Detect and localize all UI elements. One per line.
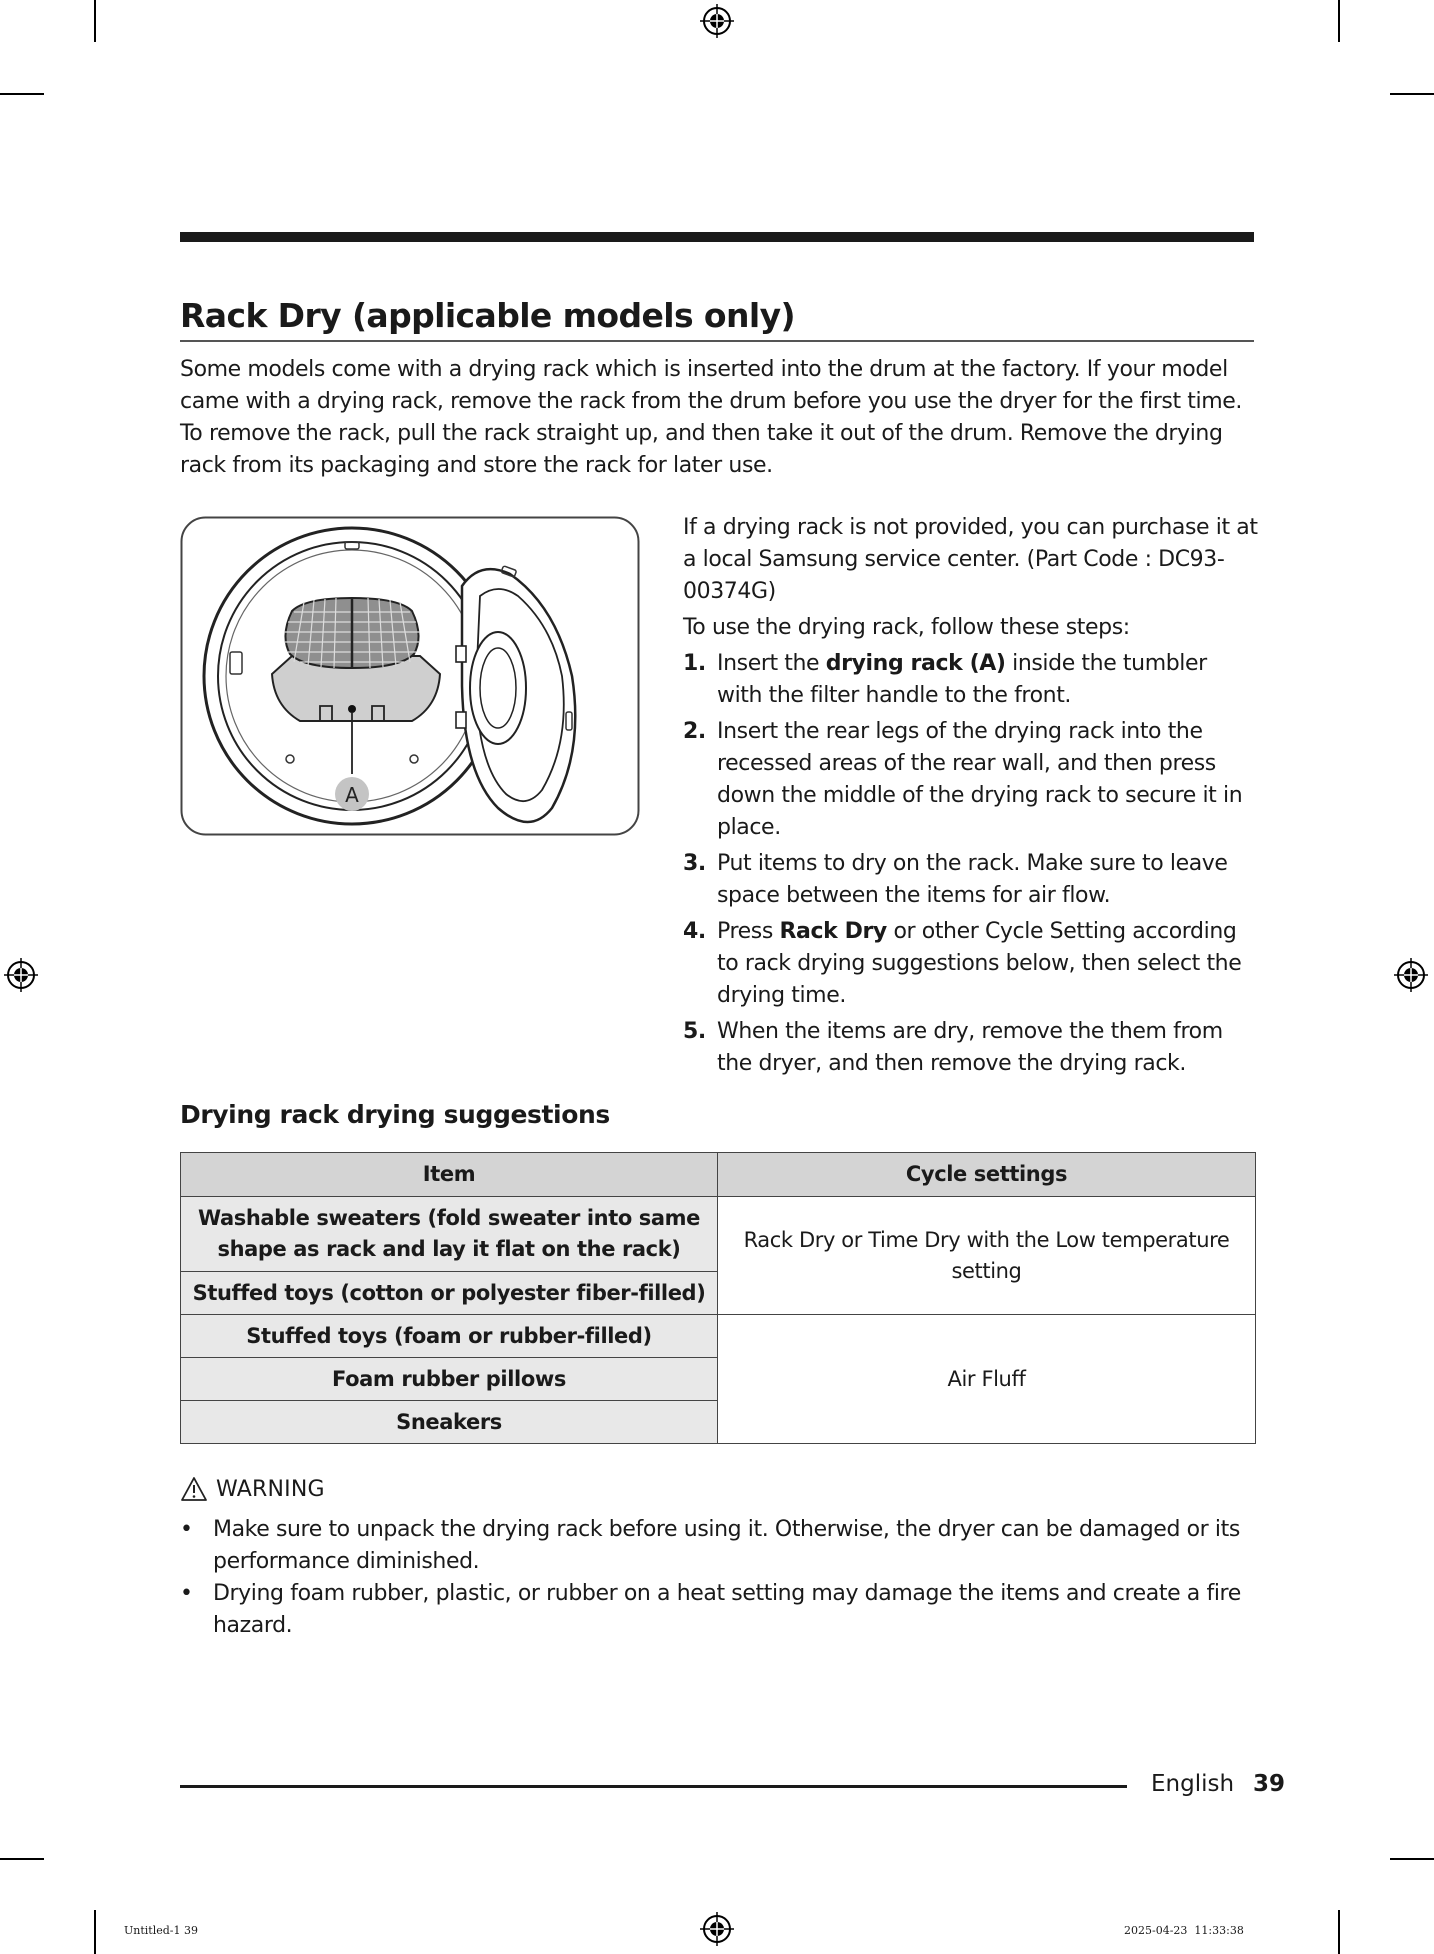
step-item (683, 1016, 1258, 1080)
step-text: Insert the (717, 651, 826, 676)
step-text: inside the tumbler with the filter handle to the front. (717, 651, 1207, 708)
crop-mark (0, 93, 44, 95)
column-header-cycle: Cycle settings (718, 1153, 1256, 1197)
suggestions-table (180, 1152, 1256, 1444)
crop-mark (1338, 0, 1340, 42)
step-text: When the items are dry, remove the them from the dryer, and then remove the drying rack. (717, 1019, 1223, 1076)
registration-mark-icon (4, 958, 38, 992)
crop-mark (94, 1910, 96, 1954)
warning-text: Make sure to unpack the drying rack before using it. Otherwise, the dryer can be damaged or its performance diminished. (213, 1517, 1240, 1574)
crop-mark (1390, 93, 1434, 95)
step-item (683, 648, 1258, 712)
step-number: 4. (683, 919, 706, 944)
item-cell: Washable sweaters (fold sweater into same shape as rack and lay it flat on the rack) (181, 1197, 718, 1272)
section-top-bar (180, 232, 1254, 242)
step-item (683, 916, 1258, 1012)
step-text: Put items to dry on the rack. Make sure to leave space between the items for air flow. (717, 851, 1228, 908)
warning-item (180, 1578, 1270, 1642)
steps-intro: To use the drying rack, follow these steps: (683, 615, 1130, 640)
drying-rack-illustration (180, 516, 640, 836)
step-number: 5. (683, 1019, 706, 1044)
title-underline (180, 340, 1254, 342)
bullet-icon: • (180, 1581, 193, 1606)
cycle-cell: Rack Dry or Time Dry with the Low temperature setting (718, 1197, 1256, 1315)
warning-list (180, 1514, 1270, 1642)
step-text: Press (717, 919, 780, 944)
purchase-note: If a drying rack is not provided, you can purchase it at a local Samsung service center. (Part Code : DC93-00374G) (683, 515, 1258, 604)
column-header-item: Item (181, 1153, 718, 1197)
item-cell: Sneakers (181, 1401, 718, 1444)
print-slug-right: 2025-04-23 ￼ 11:33:38 (1124, 1924, 1244, 1937)
step-text: or other Cycle Setting according to rack drying suggestions below, then select the drying time. (717, 919, 1242, 1008)
instructions-column (683, 512, 1258, 1084)
table-header-row (181, 1153, 1256, 1197)
page-title: Rack Dry (applicable models only) (180, 296, 795, 335)
step-bold-text: drying rack (A) (825, 651, 1006, 676)
crop-mark (0, 1858, 44, 1860)
item-cell: Stuffed toys (cotton or polyester fiber-filled) (181, 1272, 718, 1315)
intro-paragraph: Some models come with a drying rack which is inserted into the drum at the factory. If your model came with a drying rack, remove the rack from the drum before you use the dryer for the first time. To remove the rack, pull the rack straight up, and then take it out of the drum. Remove the drying rack from its packaging and store the rack for later use. (180, 357, 1242, 478)
registration-mark-icon (700, 1912, 734, 1946)
page-number: 39 (1253, 1771, 1286, 1797)
suggestions-heading: Drying rack drying suggestions (180, 1100, 610, 1129)
step-bold-text: Rack Dry (779, 919, 887, 944)
footer-language: English (1151, 1771, 1235, 1797)
steps-list (683, 648, 1258, 1080)
footer-rule (180, 1785, 1127, 1788)
warning-text: Drying foam rubber, plastic, or rubber on a heat setting may damage the items and create a fire hazard. (213, 1581, 1241, 1638)
crop-mark (1390, 1858, 1434, 1860)
crop-mark (94, 0, 96, 42)
step-text: Insert the rear legs of the drying rack into the recessed areas of the rear wall, and then press down the middle of the drying rack to secure it in place. (717, 719, 1243, 840)
warning-triangle-icon (180, 1476, 208, 1502)
registration-mark-icon (1394, 958, 1428, 992)
print-slug-left: Untitled-1 39 (124, 1924, 198, 1937)
warning-label: WARNING (216, 1476, 325, 1502)
crop-mark (1338, 1910, 1340, 1954)
cycle-cell: Air Fluff (718, 1315, 1256, 1444)
callout-a-label: A (345, 783, 359, 807)
warning-item (180, 1514, 1270, 1578)
step-item (683, 716, 1258, 844)
table-row (181, 1315, 1256, 1358)
step-number: 3. (683, 851, 706, 876)
item-cell: Stuffed toys (foam or rubber-filled) (181, 1315, 718, 1358)
warning-heading (180, 1476, 325, 1502)
step-number: 1. (683, 651, 706, 676)
bullet-icon: • (180, 1517, 193, 1542)
table-row (181, 1197, 1256, 1272)
item-cell: Foam rubber pillows (181, 1358, 718, 1401)
registration-mark-icon (700, 4, 734, 38)
step-number: 2. (683, 719, 706, 744)
step-item (683, 848, 1258, 912)
